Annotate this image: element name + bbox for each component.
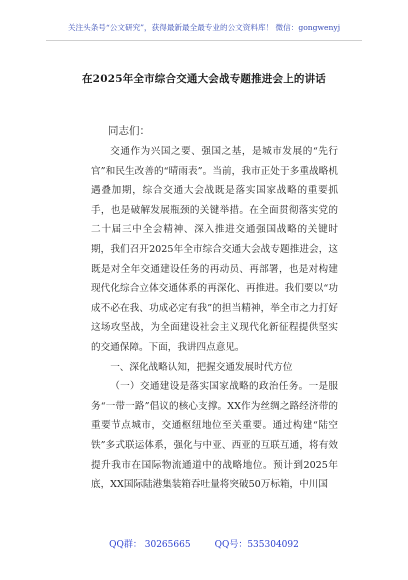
section-heading: 一、深化战略认知，把握交通发展时代方位 — [110, 361, 293, 373]
salutation: 同志们： — [108, 125, 150, 137]
header-promo-note: 关注头条号“公文研究”，获得最新最全最专业的公文资料库！ 微信：gongwenyj — [67, 23, 341, 32]
footer-qq-group: QQ群： 30265665 — [109, 540, 191, 550]
footer-contact — [0, 537, 408, 550]
body-paragraph: （一）交通建设是落实国家战略的政治任务。一是服务“一带一路”倡议的核心支撑。XX作为丝绸之路经济带的重要节点城市，交通枢纽地位至关重要。通过构建“陆空铁”多式联运体系，强化与中亚、西亚的互联互通，将有效提升我市在国际物流通道中的战略地位。预计到2025年底，XX国际陆港集装箱吞吐量将突破50万标箱，中川国 — [91, 381, 338, 491]
footer-qq-number: QQ号：535304092 — [214, 540, 299, 550]
header-divider — [46, 40, 362, 41]
document-body — [91, 142, 338, 495]
body-paragraph: 交通作为兴国之要、强国之基，是城市发展的“先行官”和民生改善的“晴雨表”。当前，我市正处于多重战略机遇叠加期，综合交通大会战既是落实国家战略的重要抓手，也是破解发展瓶颈的关键举措。在全面贯彻落实党的二十届三中全会精神、深入推进交通强国战略的关键时期，我们召开2025年全市综合交通大会战专题推进会，这既是对全年交通建设任务的再动员、再部署，也是对构建现代化综合立体交通体系的再深化、再推进。我们要以“功成不必在我、功成必定有我”的担当精神，举全市之力打好这场攻坚战，为全面建设社会主义现代化新征程提供坚实的交通保障。下面，我讲四点意见。 — [91, 146, 338, 353]
document-title: 在2025年全市综合交通大会战专题推进会上的讲话 — [81, 73, 327, 85]
